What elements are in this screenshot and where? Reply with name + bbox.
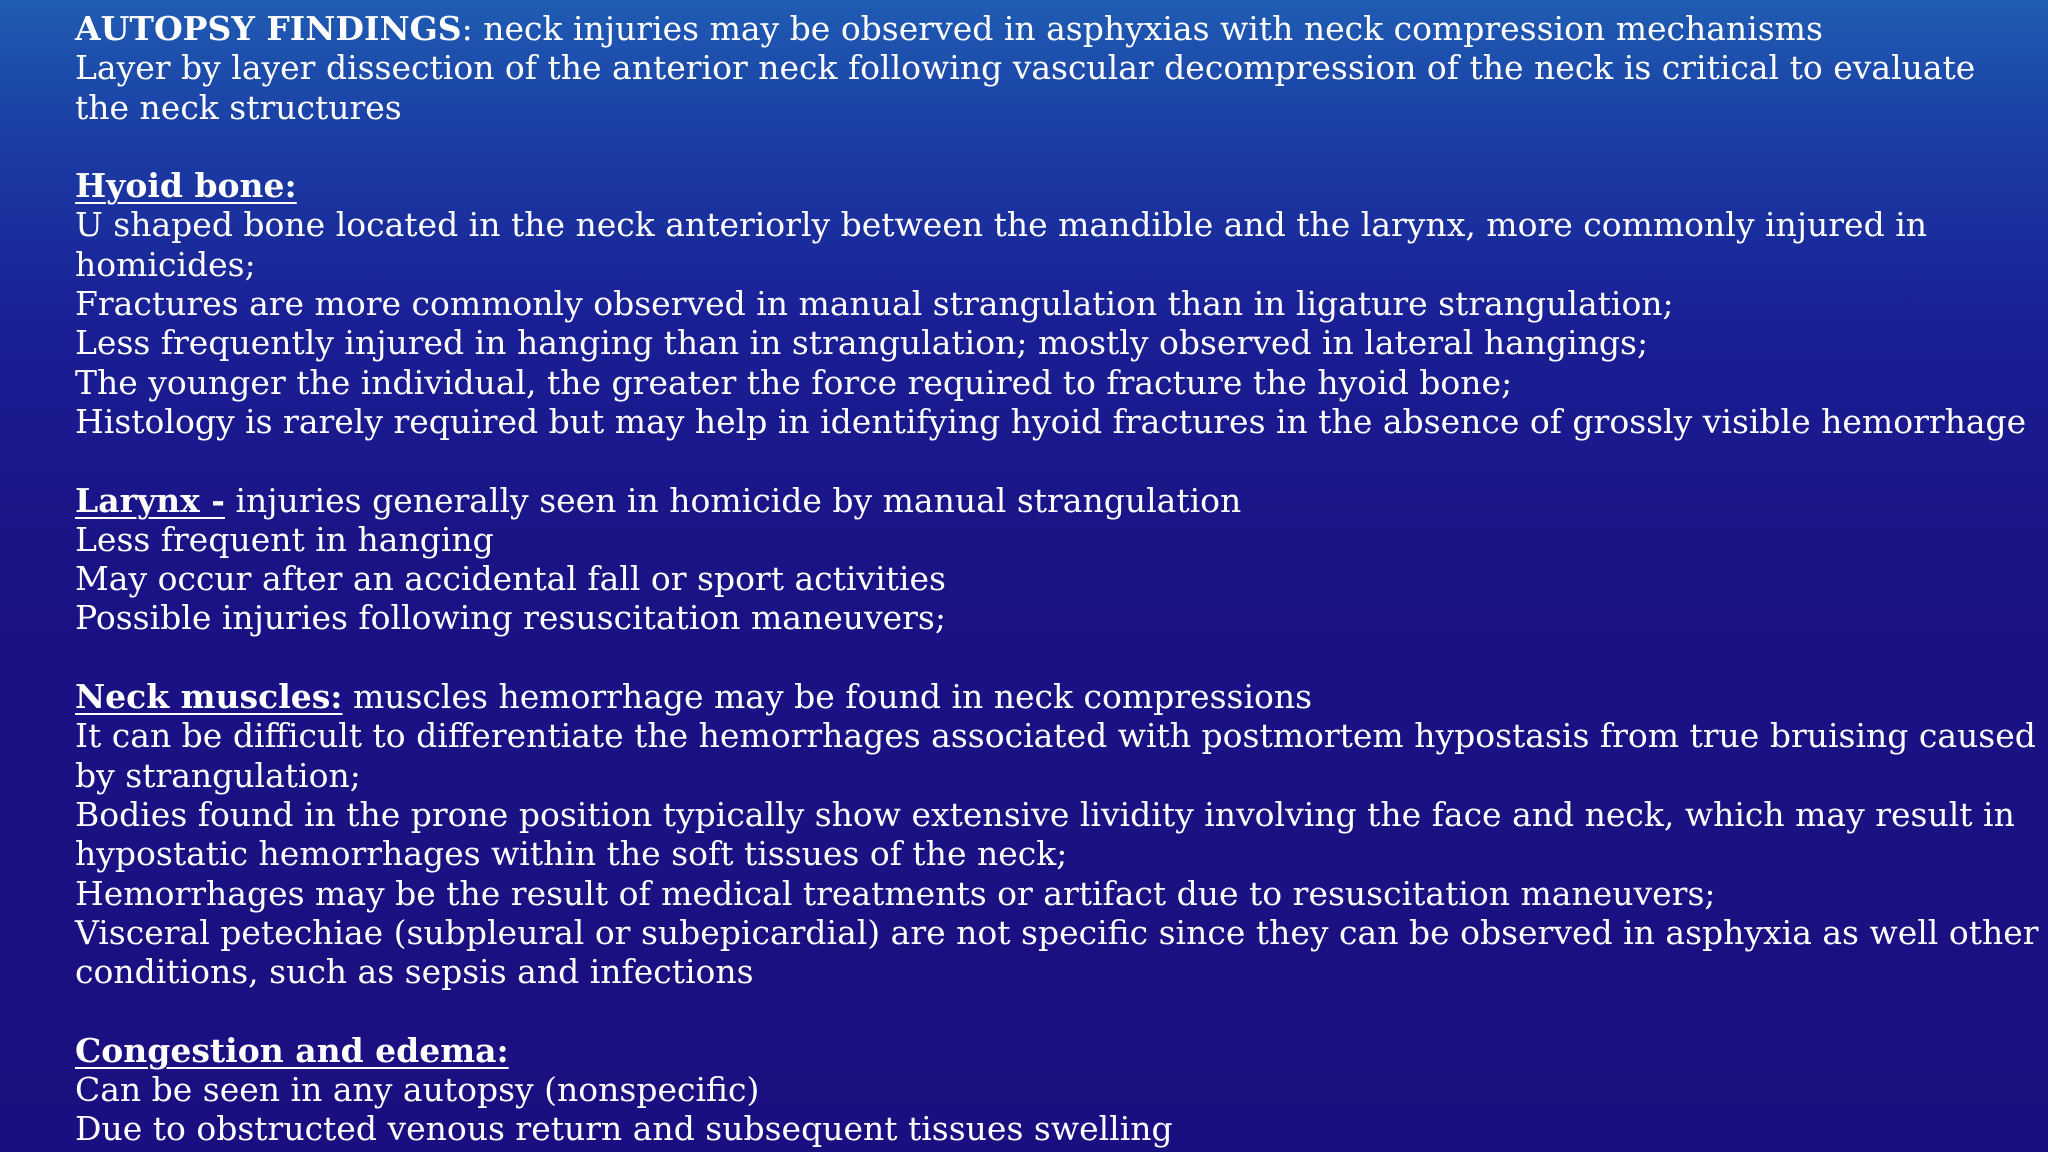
- muscles-line: Visceral petechiae (subpleural or subepicardial) are not specific since they can be observed in asphyxia as well other: [75, 912, 2039, 952]
- muscles-line: hypostatic hemorrhages within the soft tissues of the neck;: [75, 834, 1068, 874]
- muscles-section: [75, 677, 2005, 716]
- larynx-line: Less frequent in hanging: [75, 519, 494, 559]
- muscles-heading-rest: muscles hemorrhage may be found in neck compressions: [342, 677, 1313, 717]
- congestion-section: [75, 1031, 2005, 1070]
- intro-line-3: the neck structures: [75, 87, 402, 127]
- intro-line-2: Layer by layer dissection of the anterior neck following vascular decompression of the neck is critical to evaluate: [75, 48, 1976, 88]
- neck-muscles-heading: Neck muscles:: [75, 677, 343, 717]
- larynx-line: Possible injuries following resuscitation maneuvers;: [75, 598, 946, 638]
- larynx-heading: Larynx -: [75, 480, 225, 520]
- congestion-line: Can be seen in any autopsy (nonspecific): [75, 1070, 760, 1110]
- autopsy-findings-heading: AUTOPSY FINDINGS: [75, 9, 462, 48]
- muscles-line: by strangulation;: [75, 755, 361, 795]
- hyoid-section: [75, 166, 2005, 205]
- congestion-heading: Congestion and edema:: [75, 1030, 509, 1070]
- hyoid-line: Fractures are more commonly observed in manual strangulation than in ligature strangulation;: [75, 284, 1674, 324]
- hyoid-line: Less frequently injured in hanging than in strangulation; mostly observed in lateral hangings;: [75, 323, 1649, 363]
- slide-content: [75, 9, 2039, 1149]
- muscles-line: Hemorrhages may be the result of medical treatments or artifact due to resuscitation maneuvers;: [75, 873, 1716, 913]
- intro-line-1: [75, 9, 2005, 48]
- congestion-line: Due to obstructed venous return and subsequent tissues swelling: [75, 1109, 1173, 1149]
- hyoid-line: The younger the individual, the greater the force required to fracture the hyoid bone;: [75, 362, 1513, 402]
- larynx-line: May occur after an accidental fall or sport activities: [75, 559, 946, 599]
- muscles-line: conditions, such as sepsis and infections: [75, 952, 754, 992]
- larynx-section: [75, 481, 2005, 520]
- muscles-line: Bodies found in the prone position typically show extensive lividity involving the face and neck, which may result in: [75, 794, 2015, 834]
- hyoid-line: Histology is rarely required but may help in identifying hyoid fractures in the absence of grossly visible hemorrhage: [75, 401, 2027, 441]
- hyoid-line: homicides;: [75, 244, 256, 284]
- spacer: [75, 991, 2005, 1030]
- spacer: [75, 127, 2005, 166]
- spacer: [75, 441, 2005, 480]
- hyoid-line: U shaped bone located in the neck anteriorly between the mandible and the larynx, more commonly injured in: [75, 205, 1928, 245]
- spacer: [75, 638, 2005, 677]
- larynx-heading-rest: injuries generally seen in homicide by manual strangulation: [225, 480, 1242, 520]
- muscles-line: It can be difficult to differentiate the hemorrhages associated with postmortem hypostasis from true bruising caused: [75, 716, 2036, 756]
- intro-heading-rest: : neck injuries may be observed in asphyxias with neck compression mechanisms: [461, 9, 1823, 48]
- hyoid-heading: Hyoid bone:: [75, 166, 297, 206]
